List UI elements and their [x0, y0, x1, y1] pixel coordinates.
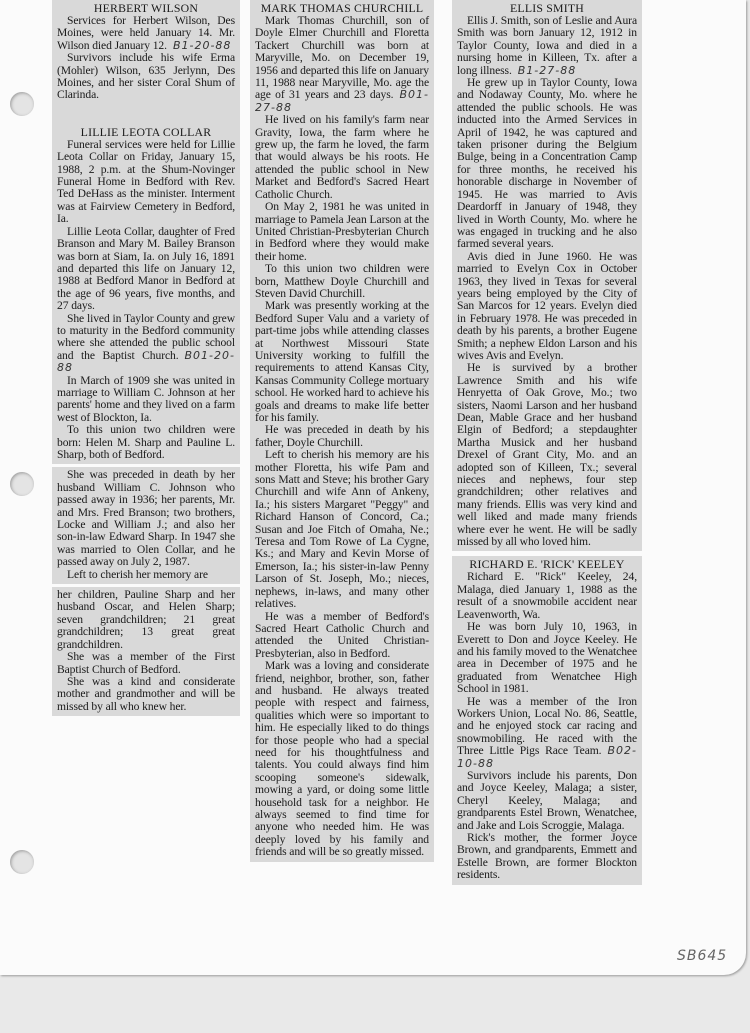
paragraph-text: Ellis J. Smith, son of Leslie and Aura Smith was born January 12, 1912 in Taylor County, Iowa and died in a nursing home in Killeen, Tx. after a long illness.	[457, 14, 637, 77]
paragraph: She was preceded in death by her husband William C. Johnson who passed away in 1936; her parents, Mr. and Mrs. Fred Branson; two brothers, Locke and William J.; and also her son-in-law Edward Sharp. In 1947 she was married to Olen Collar, and he passed away on July 2, 1987.	[57, 468, 235, 569]
handwritten-note: B1-27-88	[517, 63, 577, 77]
paragraph: He grew up in Taylor County, Iowa and Nodaway County, Mo. where he attended the public schools. He was inducted into the Armed Services in April of 1942, he was captured and taken prisoner during the Belgium Bulge, being in a Concentration Camp for three months, he received his honorable discharge in November of 1945. He was married to Avis Deardorff in January of 1948, they lived in Worth County, Mo. where he was engaged in trucking and he also farmed several years.	[457, 76, 637, 251]
paragraph-text: Mark Thomas Churchill, son of Doyle Elmer Churchill and Floretta Tackert Churchill was born at Maryville, Mo. on December 19, 1956 and departed this life on January 11, 1988 near Maryville, Mo. age the age of 31 years and 23 days.	[255, 14, 429, 102]
paragraph: Mark was presently working at the Bedford Super Valu and a variety of part-time jobs while attending classes at Northwest Missouri State University working to fulfill the requirements to attend Kansas City, Kansas Community College mortuary school. He worked hard to achieve his goals and dreams to make life better for his family.	[255, 299, 429, 424]
handwritten-note: B01-20-88	[57, 348, 235, 375]
clipping-mark-churchill	[250, 0, 434, 862]
paragraph-text: She lived in Taylor County and grew to maturity in the Bedford community where she attended the public school and the Baptist Church.	[57, 311, 235, 362]
column-2	[250, 0, 434, 862]
obituary-title: ELLIS SMITH	[510, 1, 584, 15]
punch-hole	[10, 92, 34, 116]
paragraph: Richard E. "Rick" Keeley, 24, Malaga, died January 1, 1988 as the result of a snowmobile accident near Leavenworth, Wa.	[457, 570, 637, 621]
column-1	[52, 0, 240, 716]
paragraph	[57, 15, 235, 52]
clipping-lillie-collar-end	[52, 587, 240, 716]
obituary-title: LILLIE LEOTA COLLAR	[80, 124, 212, 139]
punch-hole	[10, 850, 34, 874]
clipping-lillie-collar-continued	[52, 467, 240, 584]
paragraph: To this union two children were born: Helen M. Sharp and Pauline L. Sharp, both of Bedford.	[57, 423, 235, 461]
paragraph	[457, 696, 637, 770]
clipping-herbert-wilson-lillie-collar	[52, 0, 240, 464]
paragraph: Survivors include his parents, Don and Joyce Keeley, Malaga; a sister, Cheryl Keeley, Malaga; and grandparents Estel Brown, Wenatchee, and Jake and Lois Scroggie, Malaga.	[457, 768, 637, 832]
obituary-title: RICHARD E. 'RICK' KEELEY	[469, 557, 625, 572]
paragraph: He lived on his family's farm near Gravity, Iowa, the farm where he grew up, the farm he loved, the farm that would always be his roots. He attended the public school in New Market and Bedford's Sacred Heart Catholic Church.	[255, 113, 429, 201]
paragraph: Lillie Leota Collar, daughter of Fred Branson and Mary M. Bailey Branson was born at Siam, Ia. on July 16, 1891 and departed this life on January 12, 1988 at Bedford Manor in Bedford at the age of 96 years, five months, and 27 days.	[57, 224, 235, 313]
column-3	[452, 0, 642, 885]
paragraph: He was a member of Bedford's Sacred Heart Catholic Church and attended the United Christian-Presbyterian, also in Bedford.	[255, 609, 429, 660]
paragraph: Funeral services were held for Lillie Leota Collar on Friday, January 15, 1988, 2 p.m. at the Shum-Novinger Funeral Home in Bedford with Rev. Ted DeHass as the minister. Interment was at Fairview Cemetery in Bedford, Ia.	[57, 137, 235, 226]
clipping-ellis-smith	[452, 0, 642, 551]
paragraph: She was a kind and considerate mother and grandmother and will be missed by all who knew her.	[57, 674, 235, 713]
handwritten-note: B02-10-88	[457, 744, 637, 770]
paragraph-text: He was a member of the Iron Workers Union, Local No. 86, Seattle, and he enjoyed stock car racing and snowmobiling. He raced with the Three Little Pigs Race Team.	[457, 694, 637, 758]
obituary-title: MARK THOMAS CHURCHILL	[260, 1, 424, 15]
catalog-number: SB645	[677, 948, 728, 964]
paragraph: Mark was a loving and considerate friend, neighbor, brother, son, father and husband. He always treated people with respect and fairness, qualities which were so important to him. He especially liked to do things for those people who had a special need for his thoughtfulness and talents. You could always find him scooping someone's sidewalk, mowing a yard, or doing some little household task for a neighbor. He always seemed to find time for anyone who needed him. He was deeply loved by his family and friends and will be so greatly missed.	[255, 659, 429, 859]
paragraph: He is survived by a brother Lawrence Smith and his wife Henryetta of Oak Grove, Mo.; two sisters, Naomi Larson and her husband Dean, Mable Grace and her husband Elgin of Bedford; a stepdaughter Martha Musick and her husband Drexel of Grant City, Mo. and an adopted son of Killeen, Tx.; several nieces and nephews, four step grandchildren; other relatives and many friends. Ellis was very kind and well liked and made many friends where ever he went. He will be sadly missed by all who loved him.	[457, 361, 637, 549]
paragraph	[457, 15, 637, 77]
paragraph: her children, Pauline Sharp and her husband Oscar, and Helen Sharp; seven grandchildren; 21 great grandchildren; 13 great great grandchildren.	[57, 588, 235, 651]
clipping-rick-keeley	[452, 556, 642, 884]
handwritten-note: B01-27-88	[255, 88, 429, 114]
paragraph-text: Services for Herbert Wilson, Des Moines, were held January 14. Mr. Wilson died January 12.	[57, 14, 235, 52]
paragraph	[255, 15, 429, 114]
punch-hole	[10, 472, 34, 496]
handwritten-note: B1-20-88	[172, 38, 232, 52]
paragraph: He was born July 10, 1963, in Everett to Don and Joyce Keeley. He and his family moved to the Wenatchee area in December of 1975 and he graduated from Wenatchee High School in 1981.	[457, 620, 637, 696]
paragraph: Survivors include his wife Erma (Mohler) Wilson, 635 Jerlynn, Des Moines, and her sister Coral Shum of Clarinda.	[57, 51, 235, 102]
paragraph: She was a member of the First Baptist Church of Bedford.	[57, 650, 235, 676]
paragraph: Avis died in June 1960. He was married to Evelyn Cox in October 1963, they lived in Texas for several years being employed by the City of San Marcos for 12 years. Evelyn died in February 1978. He was preceded in death by his parents, a brother Eugene Smith; a nephew Eldon Larson and his wives Avis and Evelyn.	[457, 249, 637, 362]
paragraph: Rick's mother, the former Joyce Brown, and grandparents, Emmett and Estelle Brown, are former Blockton residents.	[457, 831, 637, 882]
paragraph: Left to cherish her memory are	[67, 567, 208, 581]
obituary-title: HERBERT WILSON	[93, 1, 199, 15]
paragraph: To this union two children were born, Matthew Doyle Churchill and Steven David Churchill.	[255, 262, 429, 300]
paragraph: He was preceded in death by his father, Doyle Churchill.	[255, 423, 429, 449]
paragraph: In March of 1909 she was united in marriage to William C. Johnson at her parents' home and they lived on a farm west of Blockton, Ia.	[57, 373, 235, 424]
paragraph: On May 2, 1981 he was united in marriage to Pamela Jean Larson at the United Christian-Presbyterian Church in Bedford where they would make their home.	[255, 200, 429, 263]
paragraph: Left to cherish his memory are his mother Floretta, his wife Pam and sons Matt and Steve; his brother Gary Churchill and wife Ann of Ankeny, Ia.; his sisters Margaret "Peggy" and Richard Hanson of Concord, Ca.; Susan and Joe Fitch of Omaha, Ne.; Teresa and Tom Rowe of La Cygne, Ks.; and Mary and Kevin Morse of Emerson, Ia.; his sister-in-law Penny Larson of St. Joseph, Mo.; nieces, nephews, in-laws, and many other relatives.	[255, 448, 429, 611]
paragraph	[57, 313, 235, 375]
